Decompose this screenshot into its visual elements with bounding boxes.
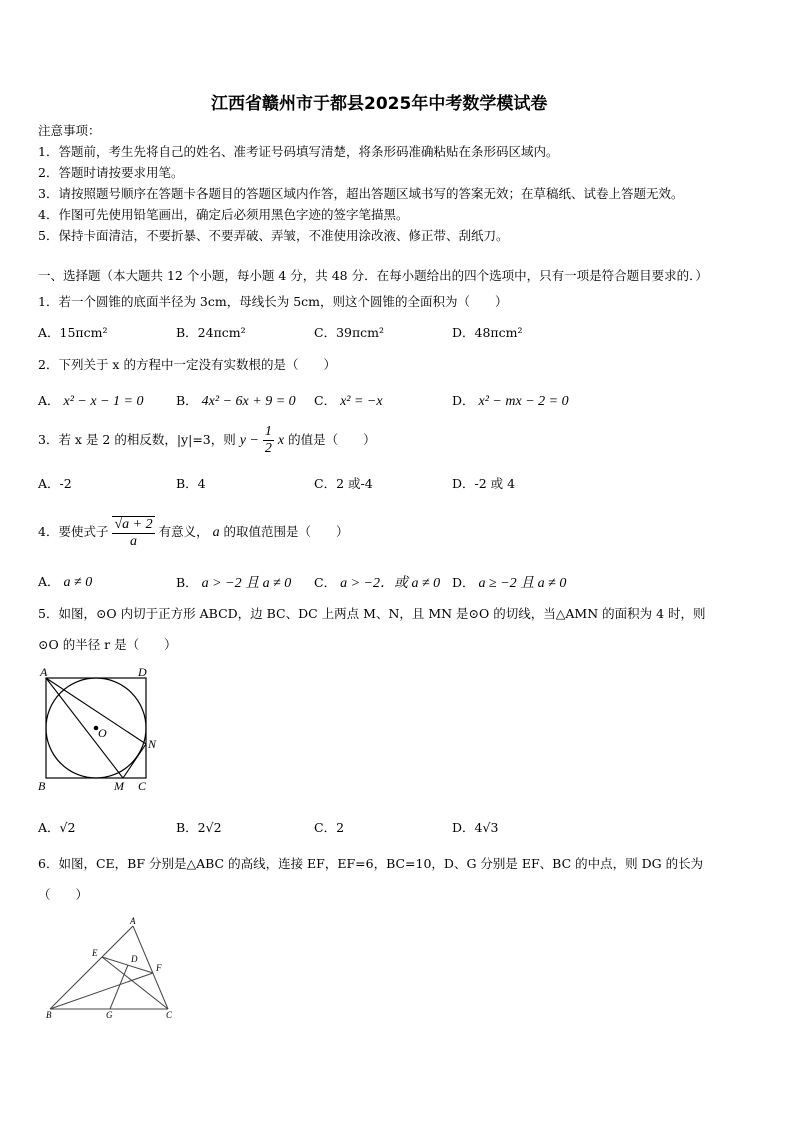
q2-stem: 2．下列关于 x 的方程中一定没有实数根的是（ ） [38,357,336,372]
q4-option-a [38,572,92,591]
q5-stem-line1: 5．如图，⊙O 内切于正方形 ABCD，边 BC、DC 上两点 M、N，且 MN 是⊙O 的切线，当△AMN 的面积为 4 时，则 [38,606,706,621]
page-title: 江西省赣州市于都县2025年中考数学模试卷 [211,94,548,114]
q4-stem-post: 的取值范围是（ ） [223,524,349,539]
q6-figure [40,916,180,1020]
notes-item-3: 3．请按照题号顺序在答题卡各题目的答题区域内作答，超出答题区域书写的答案无效；在草稿纸、试卷上答题无效。 [38,186,684,201]
q3-option-c: C．2 或-4 [314,476,373,491]
q4-option-c-expr: a > −2．或 a ≠ 0 [340,576,441,591]
q5-line-mn [123,744,146,778]
q4-option-b-label: B． [176,575,198,590]
q2-option-b [176,391,296,410]
q6-label-f: F [156,963,162,973]
q2-option-b-label: B． [176,393,198,408]
q2-option-d-label: D． [452,393,475,408]
q4-var: a [212,525,220,540]
q5-option-d: D．4√3 [452,820,499,835]
q5-label-c: C [138,779,147,793]
q5-label-b: B [38,779,46,793]
q2-option-a-expr: x² − x − 1 = 0 [63,394,144,409]
q1-option-d: D．48πcm² [452,325,523,340]
q4-fraction [112,516,154,550]
notes-item-1: 1．答题前，考生先将自己的姓名、准考证号码填写清楚，将条形码准确粘贴在条形码区域内。 [38,144,559,159]
q6-label-e: E [92,948,98,958]
q5-option-b: B．2√2 [176,820,222,835]
q5-label-a: A [40,665,48,679]
q3-fraction-num: 1 [264,424,272,439]
q2-option-c-expr: x² = −x [340,394,383,409]
q4-option-b-expr: a > −2 且 a ≠ 0 [201,576,292,591]
q5-figure [34,662,164,794]
q4-option-a-expr: a ≠ 0 [63,575,93,590]
q6-side-ac [133,926,168,1009]
notes-heading: 注意事项： [38,123,101,138]
q2-option-c-label: C． [314,393,337,408]
q5-option-a: A．√2 [38,820,76,835]
q3-stem-post: 的值是（ ） [288,432,376,447]
q4-stem-pre: 4．要使式子 [38,524,109,539]
q5-line-am [46,678,123,778]
q4-fraction-den: a [130,533,137,549]
q3-expr-x: x [277,433,285,448]
q3-option-d: D．-2 或 4 [452,476,516,491]
notes-item-2: 2．答题时请按要求用笔。 [38,165,184,180]
q1-option-a: A．15πcm² [38,325,108,340]
q6-stem-line1: 6．如图，CE，BF 分别是△ABC 的高线，连接 EF，EF=6，BC=10，D、G 分别是 EF、BC 的中点，则 DG 的长为 [38,856,704,871]
notes-item-5: 5．保持卡面清洁，不要折暴、不要弄破、弄皱，不准使用涂改液、修正带、刮纸刀。 [38,228,509,243]
q2-option-d-expr: x² − mx − 2 = 0 [478,394,569,409]
q6-label-b: B [46,1010,52,1020]
q5-label-d: D [138,665,147,679]
q4-stem [38,512,349,553]
q3-stem-pre: 3．若 x 是 2 的相反数，|y|=3，则 [38,432,236,447]
section-heading: 一、选择题（本大题共 12 个小题，每小题 4 分，共 48 分．在每小题给出的四个选项中，只有一项是符合题目要求的．） [38,268,708,283]
q4-stem-mid: 有意义， [158,524,209,539]
q6-label-a: A [130,916,136,926]
q4-option-d-expr: a ≥ −2 且 a ≠ 0 [478,576,567,591]
q5-line-an [46,678,146,744]
q4-option-b [176,572,291,592]
q1-option-c: C．39πcm² [314,325,385,340]
q5-label-n: N [148,737,157,751]
q2-option-c [314,391,383,410]
q4-option-c-label: C． [314,575,337,590]
q6-label-g: G [106,1010,113,1020]
q5-stem-line2: ⊙O 的半径 r 是（ ） [38,637,177,652]
q4-option-c [314,572,440,592]
q3-fraction [263,424,274,457]
q6-side-ab [50,926,133,1009]
q1-stem: 1．若一个圆锥的底面半径为 3cm，母线长为 5cm，则这个圆锥的全面积为（ ） [38,294,508,309]
q5-label-m: M [114,779,124,793]
q5-option-c: C．2 [314,820,345,835]
q4-option-d [452,572,566,592]
q3-stem [38,424,376,457]
q4-option-a-label: A． [38,574,60,589]
notes-item-4: 4．作图可先使用铅笔画出，确定后必须用黑色字迹的签字笔描黑。 [38,207,409,222]
q3-option-b: B．4 [176,476,206,491]
q6-stem-line2: （ ） [38,887,89,902]
q4-option-d-label: D． [452,575,475,590]
q2-option-b-expr: 4x² − 6x + 9 = 0 [201,394,296,409]
q4-fraction-num: √a + 2 [114,516,153,532]
q3-expr-y: y − [239,433,259,448]
q2-option-a-label: A． [38,393,60,408]
q3-option-a: A．-2 [38,476,72,491]
q2-option-d [452,391,569,410]
q5-label-o: O [98,726,107,740]
q2-option-a [38,391,143,410]
q6-label-d: D [131,954,138,964]
q6-label-c: C [166,1010,173,1020]
q3-fraction-den: 2 [264,441,272,456]
q1-option-b: B．24πcm² [176,325,246,340]
q6-line-bf [50,973,153,1009]
